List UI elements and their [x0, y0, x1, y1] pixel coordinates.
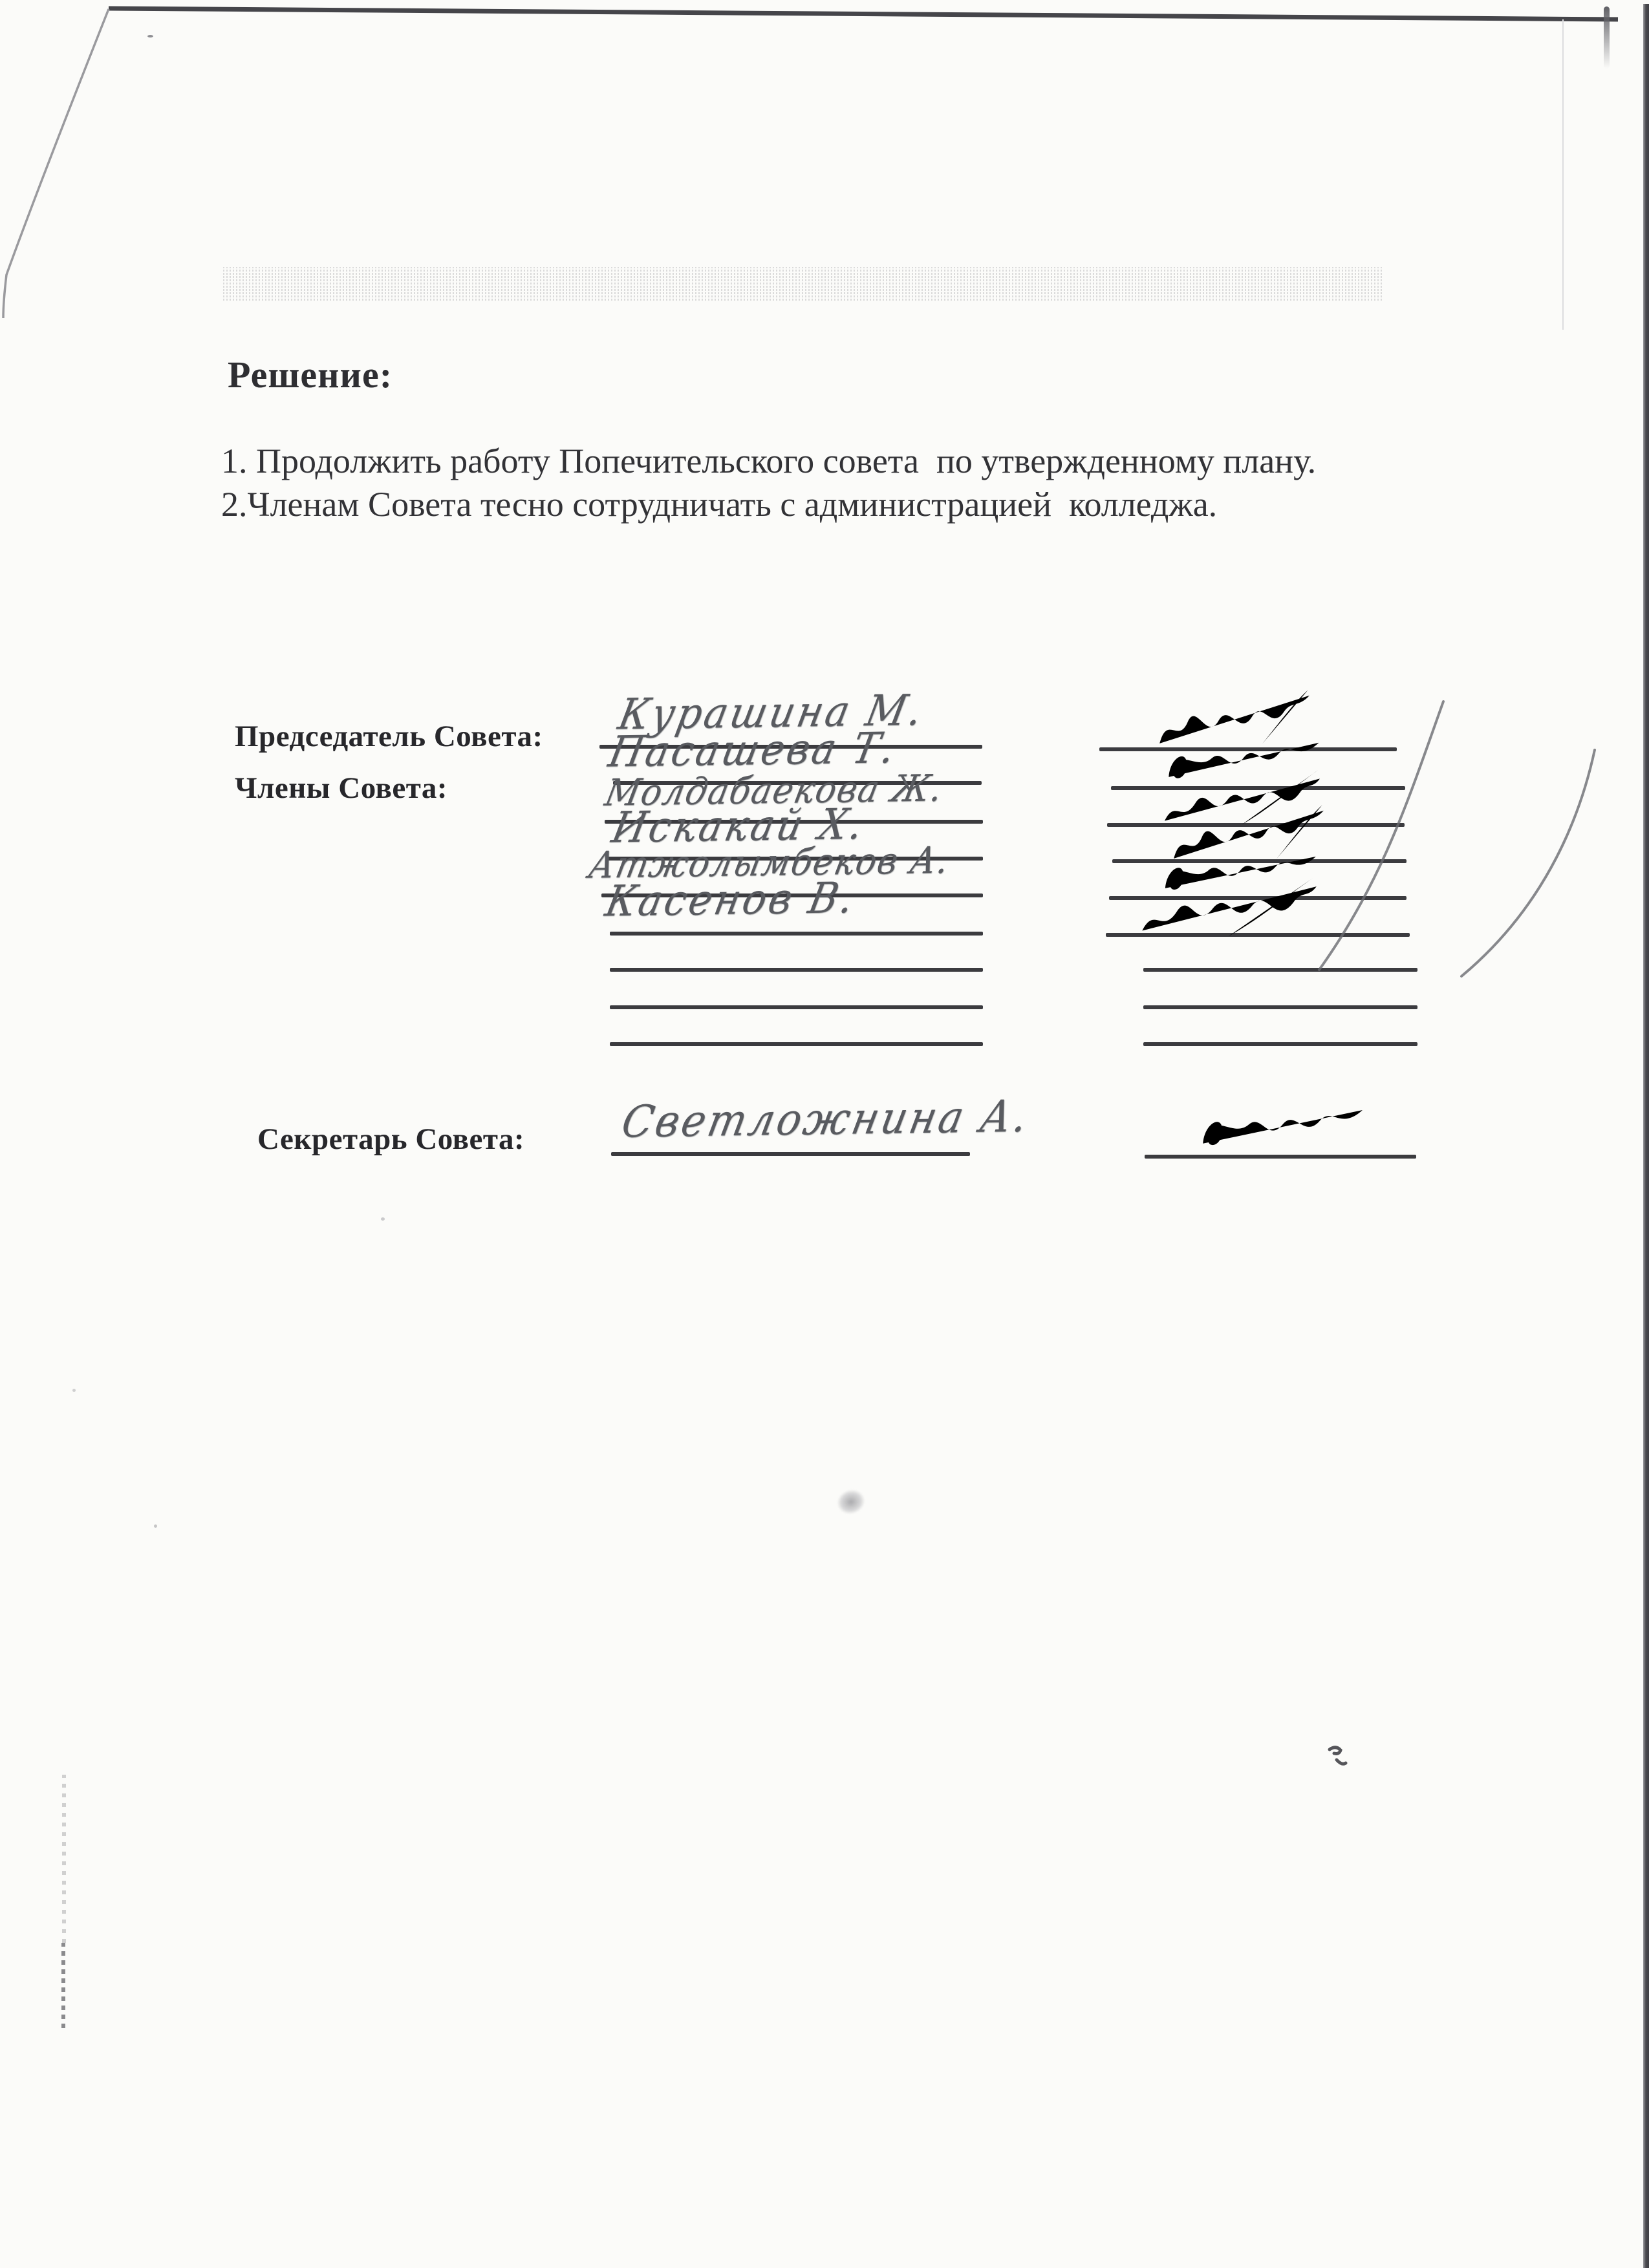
decision-item-1: 1. Продолжить работу Попечительского совета по утвержденному плану. — [221, 442, 1317, 480]
handwritten-name: Пасашева Т. — [605, 723, 902, 777]
page-title: Решение: — [228, 354, 393, 396]
scan-faint-vertical-line — [1562, 19, 1564, 330]
scan-speck — [147, 35, 153, 37]
scan-right-edge-strip — [1643, 4, 1649, 2268]
decision-item-2: 2.Членам Совета тесно сотрудничать с администрацией колледжа. — [221, 485, 1218, 524]
chairman-label: Председатель Совета: — [235, 720, 543, 753]
members-label: Члены Совета: — [235, 771, 448, 805]
secretary-label: Секретарь Совета: — [257, 1122, 525, 1156]
scanner-dither-band — [223, 267, 1384, 301]
handwritten-name: Искакай Х. — [608, 799, 870, 853]
scan-left-margin-dashes — [62, 1775, 66, 1943]
scan-speck — [381, 1217, 385, 1221]
handwritten-name-secretary: Светложнина А. — [618, 1089, 1035, 1148]
scan-speck — [154, 1524, 157, 1528]
signature-line-empty — [610, 968, 983, 972]
signature-line-empty — [1143, 1042, 1417, 1046]
signature-flourish — [1048, 666, 1649, 989]
scan-right-streak — [1604, 6, 1610, 69]
handwritten-name: Курашина М. — [614, 685, 929, 740]
handwritten-name: Атжолымбеков А. — [585, 839, 954, 887]
signature-line — [610, 932, 983, 936]
signature-line-empty — [610, 1005, 983, 1009]
signature-line — [611, 1152, 970, 1156]
scan-left-margin-dashes — [61, 1943, 65, 2028]
ink-speck-mark — [1326, 1743, 1348, 1770]
signature-line-empty — [1143, 1005, 1417, 1009]
ink-smudge — [828, 1481, 874, 1523]
signature-scrawl-secretary — [1157, 1093, 1405, 1160]
signature-line-empty — [610, 1042, 983, 1046]
handwritten-name: Молдабаекова Ж. — [601, 767, 947, 815]
handwritten-name: Касенов В. — [601, 873, 861, 926]
scan-speck — [72, 1389, 76, 1392]
